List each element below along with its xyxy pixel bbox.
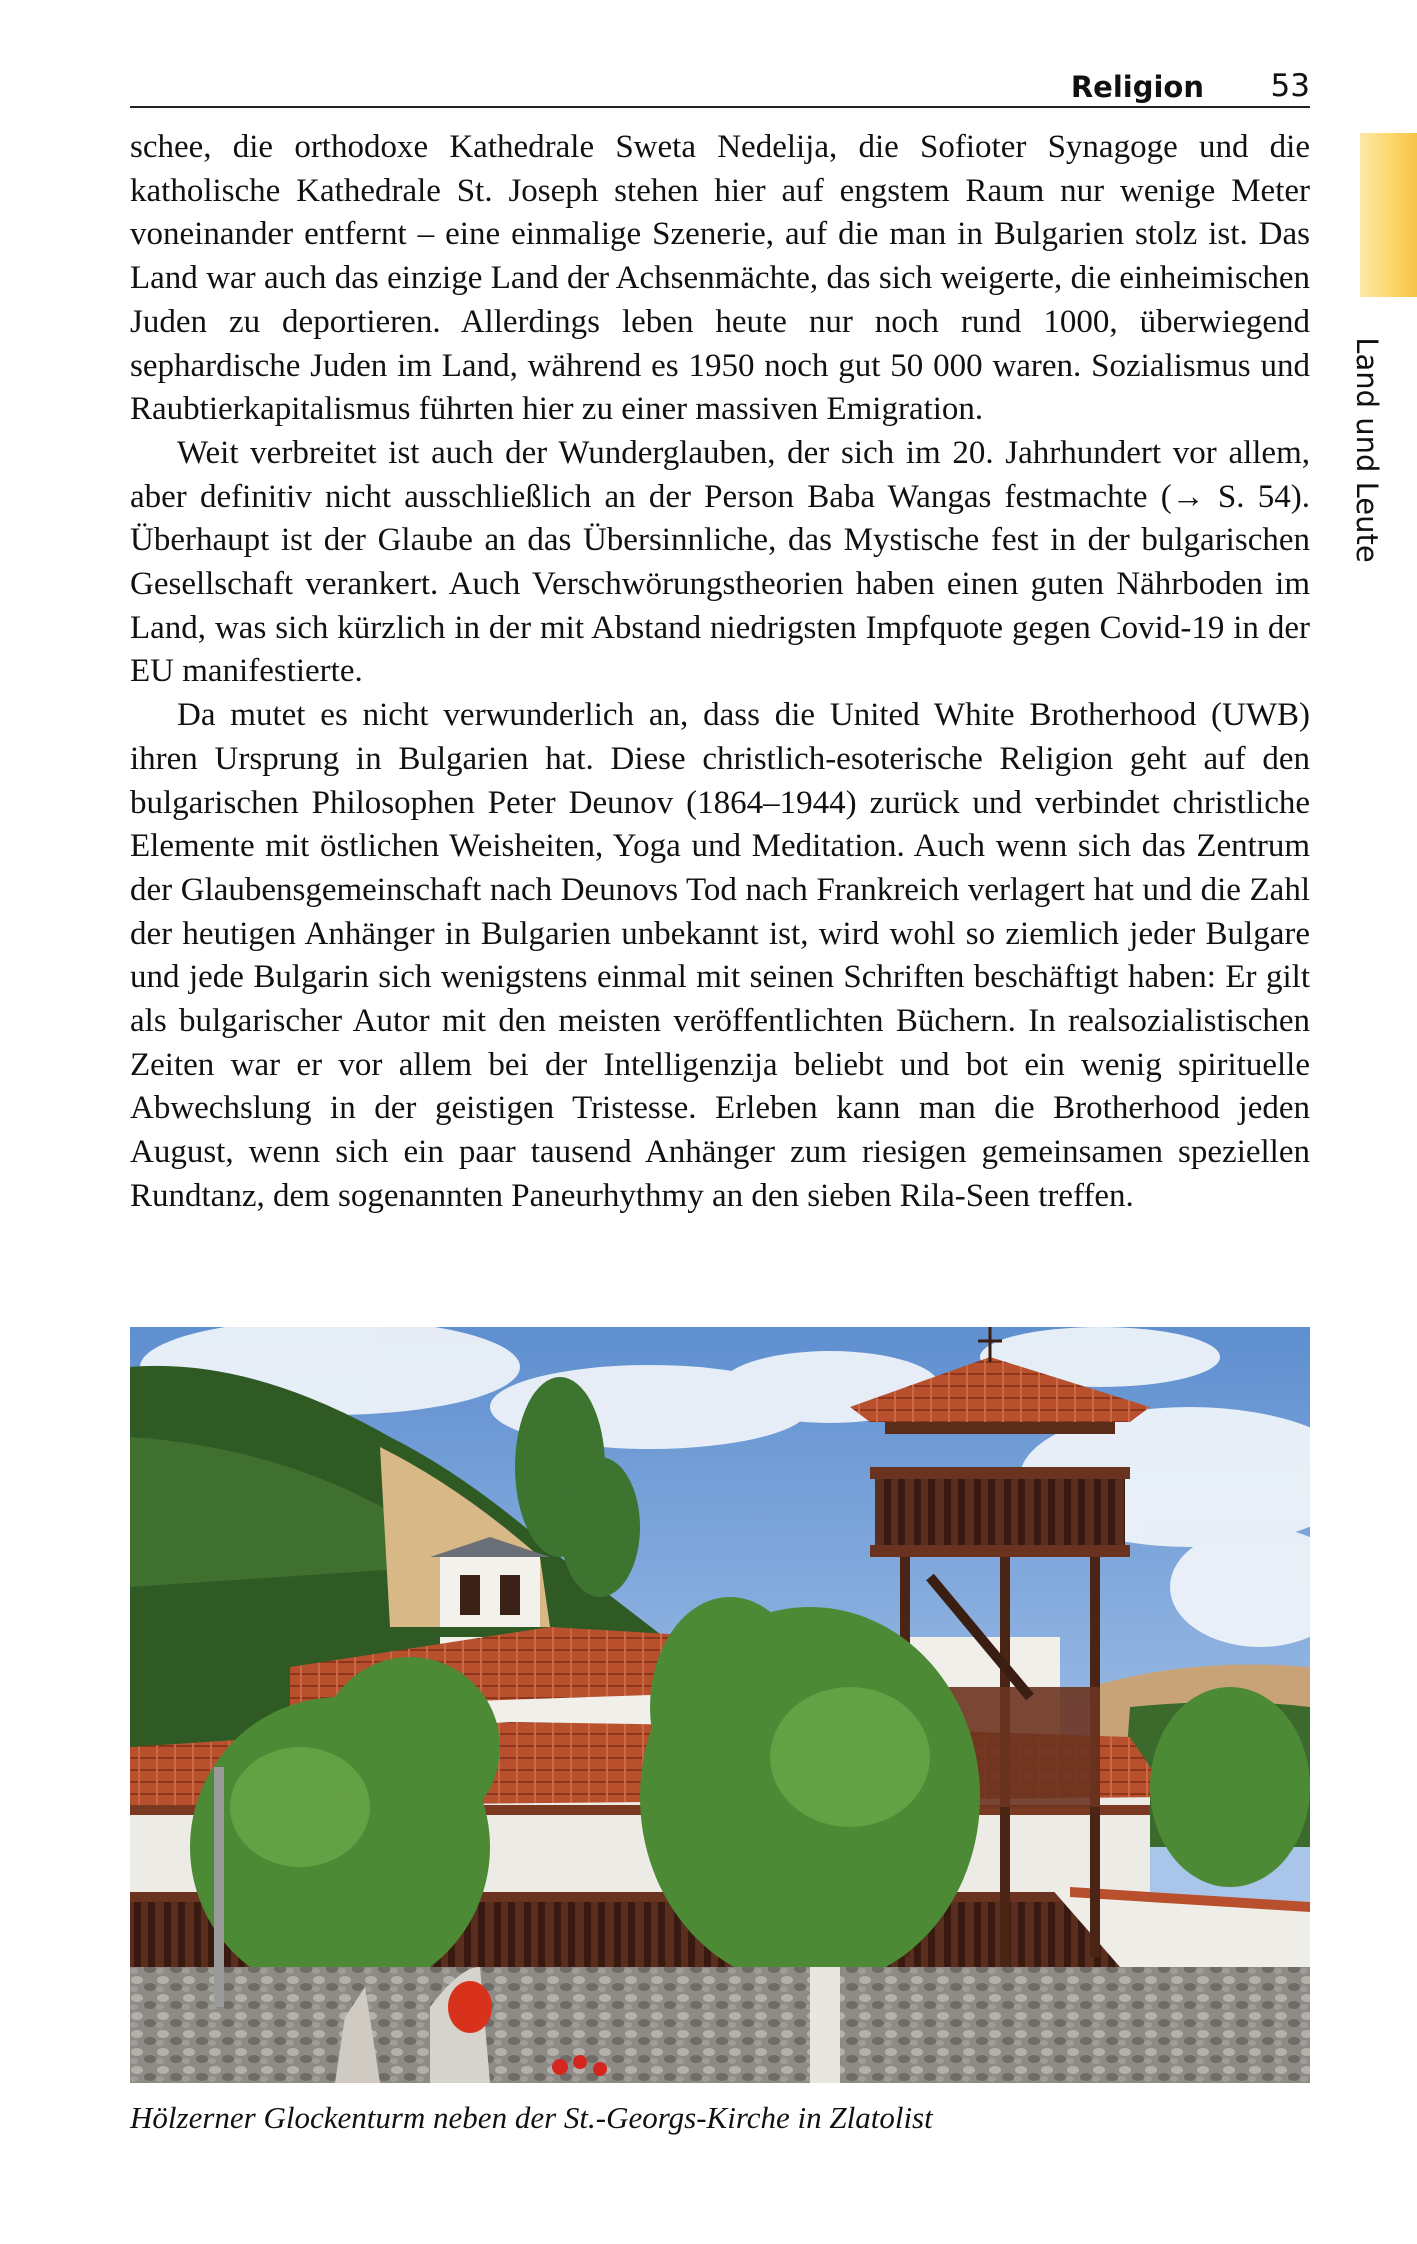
chapter-side-label — [1337, 330, 1397, 570]
paragraph-3: Da mutet es nicht verwunderlich an, dass die United White Brotherhood (UWB) ihren Ursprung in Bulgarien hat. Diese christlich-esoterische Religion geht auf den bulgarischen Philosophen Peter Deunov (1864–1944) zurück und verbindet christliche Elemente mit östlichen Weisheiten, Yoga und Meditation. Auch wenn sich das Zentrum der Glaubensgemeinschaft nach Deunovs Tod nach Frankreich verlagert hat und die Zahl der heutigen Anhänger in Bulgarien unbekannt ist, wird wohl so ziemlich jeder Bulgare und jede Bulgarin sich wenigstens einmal mit seinen Schriften beschäftigt haben: Er gilt als bulgarischer Autor mit den meisten veröffentlichten Büchern. In realsozialistischen Zeiten war er vor allem bei der Intelligenzija beliebt und bot ein wenig spirituelle Abwechslung in der geistigen Tristesse. Erleben kann man die Brotherhood jeden August, wenn sich ein paar tausend Anhänger zum riesigen gemeinsamen speziellen Rundtanz, dem sogenannten Paneurhythmy an den sieben Rila-Seen treffen. — [130, 697, 1310, 1214]
section-title: Religion — [1070, 70, 1204, 104]
running-header — [130, 62, 1310, 108]
paragraph-2: Weit verbreitet ist auch der Wunderglauben, der sich im 20. Jahrhundert vor allem, aber definitiv nicht ausschließlich an der Person Baba Wangas festmachte (→ S. 54). Überhaupt ist der Glaube an das Übersinnliche, das Mystische fest in der bulgarischen Gesellschaft verankert. Auch Verschwörungstheorien haben einen guten Nährboden im Land, was sich kürzlich in der mit Abstand niedrigsten Impfquote gegen Covid-19 in der EU manifestierte. — [130, 434, 1310, 690]
body-text — [130, 126, 1310, 1219]
paragraph-1: schee, die orthodoxe Kathedrale Sweta Nedelija, die Sofioter Synagoge und die katholische Kathedrale St. Joseph stehen hier auf engstem Raum nur wenige Meter voneinander entfernt – eine einmalige Szenerie, auf die man in Bulgarien stolz ist. Das Land war auch das einzige Land der Achsenmächte, das sich weigerte, die einheimischen Juden zu deportieren. Allerdings leben heute nur noch rund 1000, überwiegend sephardische Juden im Land, während es 1950 noch gut 50 000 waren. Sozialismus und Raubtierkapitalismus führten hier zu einer massiven Emigration. — [130, 129, 1310, 428]
chapter-side-label-text: Land und Leute — [1350, 337, 1384, 563]
chapter-thumb-tab — [1360, 133, 1417, 297]
photo-caption: Hölzerner Glockenturm neben der St.-Georgs-Kirche in Zlatolist — [130, 2100, 933, 2135]
page-number: 53 — [1270, 68, 1310, 104]
church-bell-tower-photo — [130, 1327, 1310, 2083]
